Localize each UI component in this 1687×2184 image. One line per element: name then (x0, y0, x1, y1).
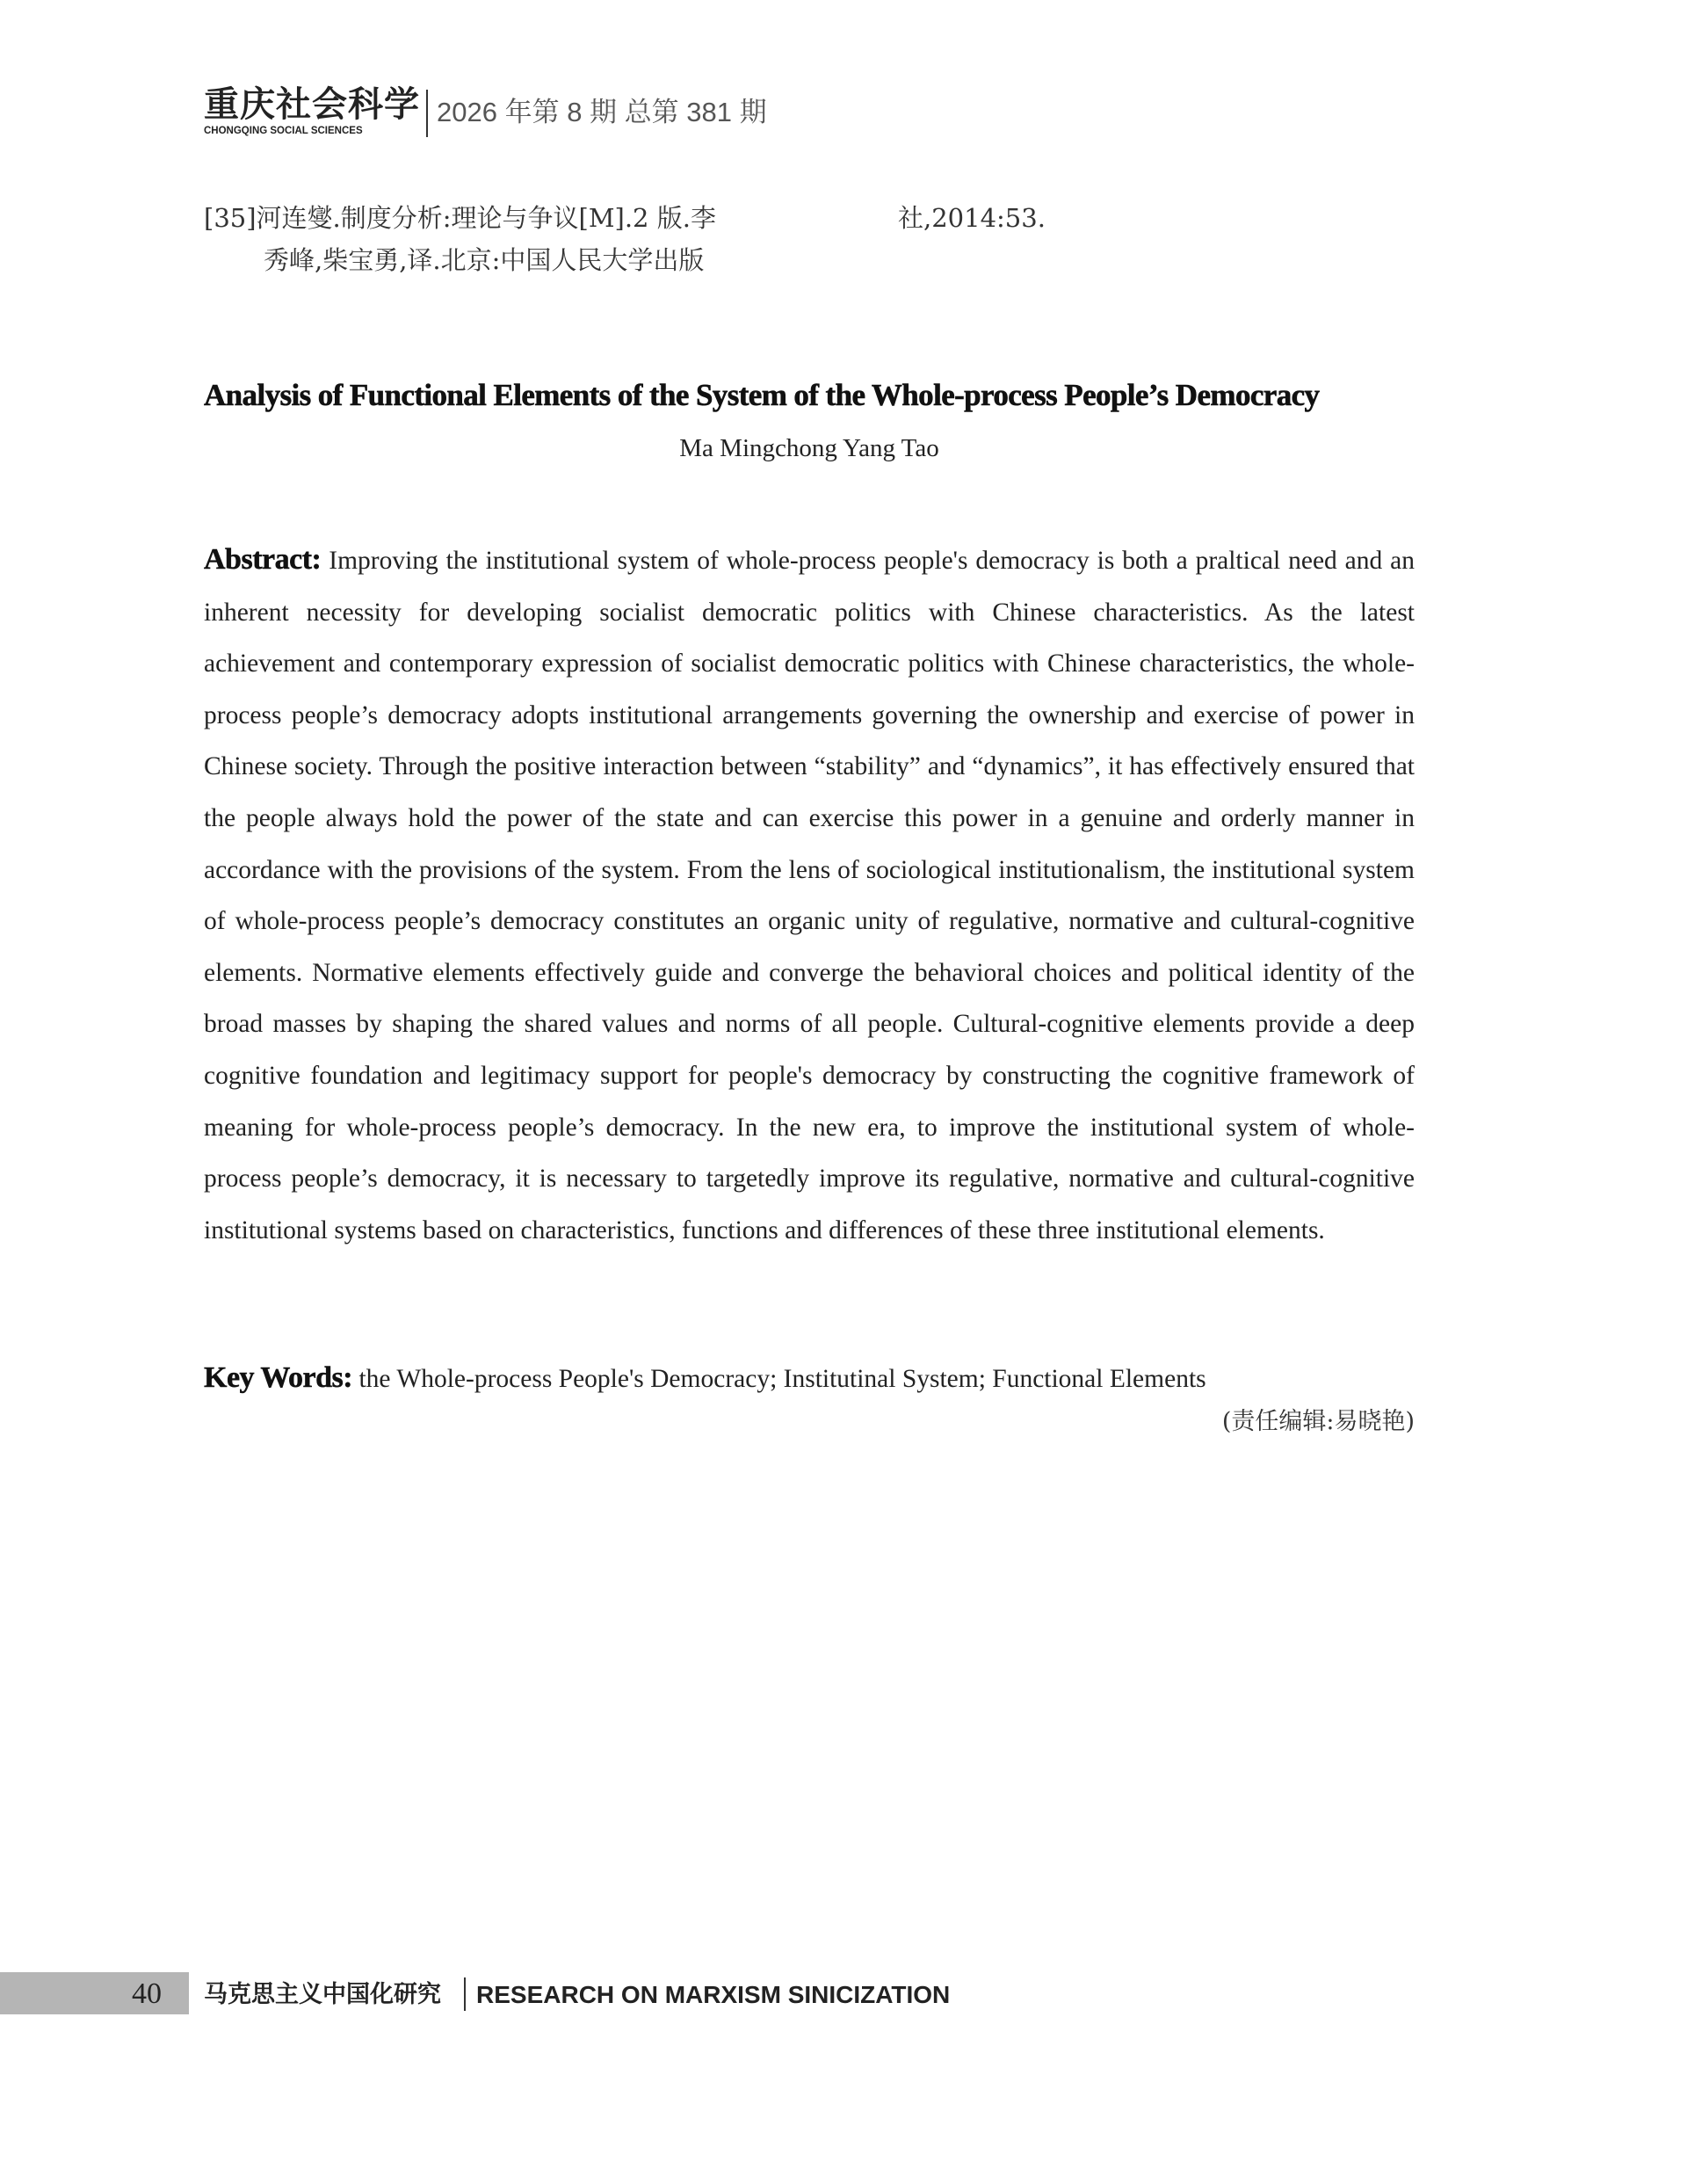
page-number: 40 (132, 1977, 162, 2010)
journal-logo (204, 83, 420, 137)
editor-note: (责任编辑:易晓艳) (1221, 1408, 1415, 1435)
reference-entry (204, 197, 1046, 281)
footer-divider (464, 1977, 466, 2011)
reference-tail: 社,2014:53. (898, 203, 1046, 233)
article-title: Analysis of Functional Elements of the System of the Whole-process People’s Democracy (204, 378, 1320, 412)
header-divider (426, 90, 428, 137)
keywords-text: the Whole-process People's Democracy; Institutinal System; Functional Elements (358, 1365, 1206, 1393)
journal-name-cn: 重庆社会科学 (204, 83, 420, 125)
issue-info: 2026 年第 8 期 总第 381 期 (437, 97, 767, 127)
journal-name-en: CHONGQING SOCIAL SCIENCES (204, 126, 363, 136)
reference-line-1: [35]河连燮.制度分析:理论与争议[M].2 版.李 (204, 203, 716, 233)
keywords (204, 1359, 1415, 1398)
keywords-label: Key Words: (204, 1361, 353, 1394)
footer-journal-en: RESEARCH ON MARXISM SINICIZATION (476, 1981, 951, 2008)
abstract-text: Improving the institutional system of whole-process people's democracy is both a praltical need and an inherent necessity for developing socialist democratic politics with Chinese characteristics. As the latest achievement and contemporary expression of socialist democratic politics with Chinese characteristics, the whole-process people’s democracy adopts institutional arrangements governing the ownership and exercise of power in Chinese society. Through the positive interaction between “stability” and “dynamics”, it has effectively ensured that the people always hold the power of the state and can exercise this power in a genuine and orderly manner in accordance with the provisions of the system. From the lens of sociological institutionalism, the institutional system of whole-process people’s democracy constitutes an organic unity of regulative, normative and cultural-cognitive elements. Normative elements effectively guide and converge the behavioral choices and political identity of the broad masses by shaping the shared values and norms of all people. Cultural-cognitive elements provide a deep cognitive foundation and legitimacy support for people's democracy by constructing the cognitive framework of meaning for whole-process people’s democracy. In the new era, to improve the institutional system of whole-process people’s democracy, it is necessary to targetedly improve its regulative, normative and cultural-cognitive institutional systems based on characteristics, functions and differences of these three institutional elements. (204, 547, 1415, 1244)
reference-line-2: 秀峰,柴宝勇,译.北京:中国人民大学出版 (264, 245, 705, 275)
article-authors: Ma Mingchong Yang Tao (679, 434, 939, 462)
abstract-label: Abstract: (204, 543, 322, 576)
abstract (204, 534, 1415, 1256)
footer-journal-cn: 马克思主义中国化研究 (204, 1981, 441, 2008)
journal-header (204, 83, 767, 139)
